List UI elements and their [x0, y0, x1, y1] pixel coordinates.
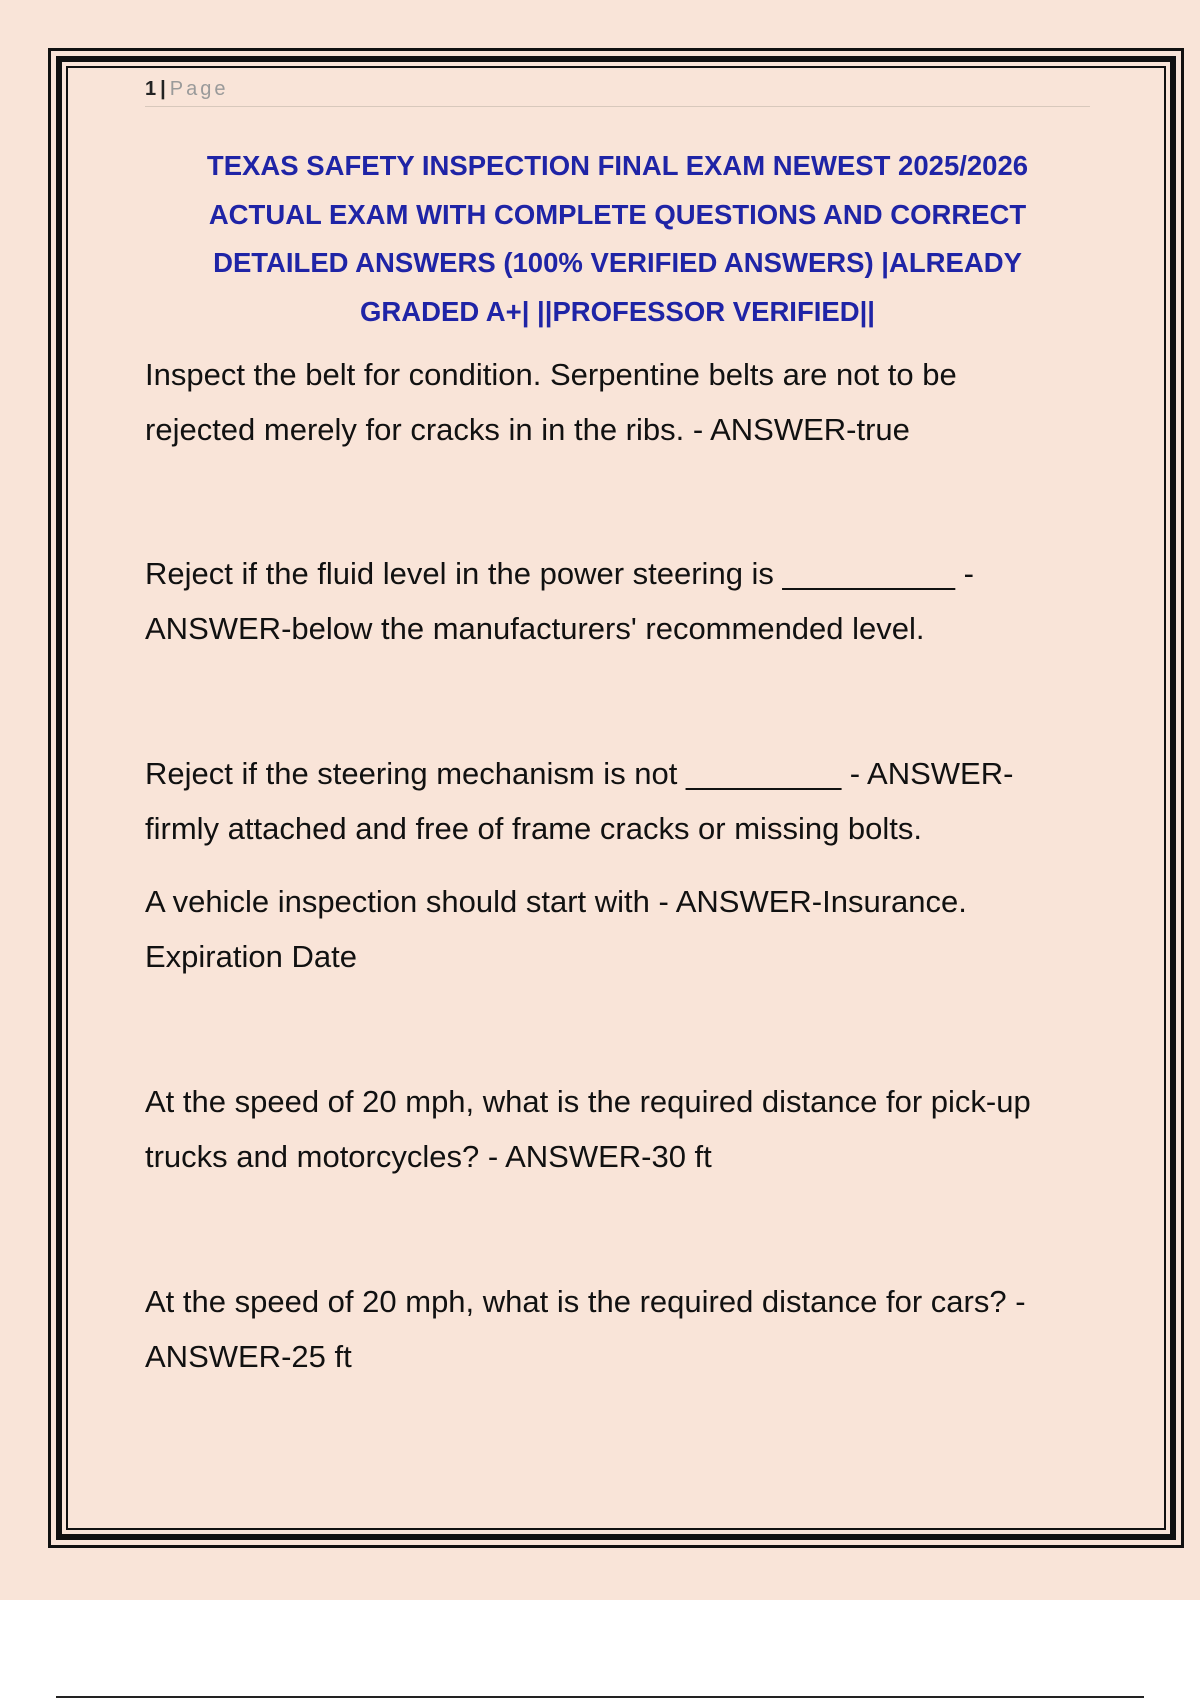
page-number: 1	[145, 78, 157, 100]
qa-line: A vehicle inspection should start with - ANSWER-Insurance.	[145, 884, 967, 919]
qa-item	[145, 874, 1090, 984]
page-word: Page	[169, 78, 229, 100]
title-line: GRADED A+| ||PROFESSOR VERIFIED||	[360, 295, 875, 327]
qa-line: trucks and motorcycles? - ANSWER-30 ft	[145, 1139, 712, 1174]
page-header	[145, 74, 1090, 107]
qa-line: Inspect the belt for condition. Serpentine belts are not to be	[145, 357, 957, 392]
qa-line: ANSWER-below the manufacturers' recommended level.	[145, 611, 925, 646]
title-line: DETAILED ANSWERS (100% VERIFIED ANSWERS) |ALREADY	[213, 247, 1022, 278]
qa-line: At the speed of 20 mph, what is the required distance for pick-up	[145, 1084, 1031, 1119]
qa-item	[145, 546, 1090, 656]
qa-item	[145, 1274, 1090, 1384]
title-line: TEXAS SAFETY INSPECTION FINAL EXAM NEWEST 2025/2026	[206, 150, 1029, 181]
qa-line: Reject if the fluid level in the power steering is __________ -	[145, 556, 974, 591]
qa-line: Expiration Date	[145, 939, 357, 974]
qa-line: At the speed of 20 mph, what is the required distance for cars? -	[145, 1284, 1026, 1319]
title-line: ACTUAL EXAM WITH COMPLETE QUESTIONS AND CORRECT	[208, 198, 1027, 230]
qa-line: rejected merely for cracks in in the ribs. - ANSWER-true	[145, 412, 910, 447]
qa-item	[145, 1074, 1090, 1184]
qa-item	[145, 347, 1090, 457]
qa-line: ANSWER-25 ft	[145, 1339, 352, 1374]
page-separator: |	[160, 78, 166, 100]
document-title	[145, 142, 1090, 336]
qa-line: Reject if the steering mechanism is not _________ - ANSWER-	[145, 756, 1014, 791]
qa-line: firmly attached and free of frame cracks or missing bolts.	[145, 811, 923, 846]
next-page-divider	[56, 1696, 1144, 1698]
qa-item	[145, 746, 1090, 856]
